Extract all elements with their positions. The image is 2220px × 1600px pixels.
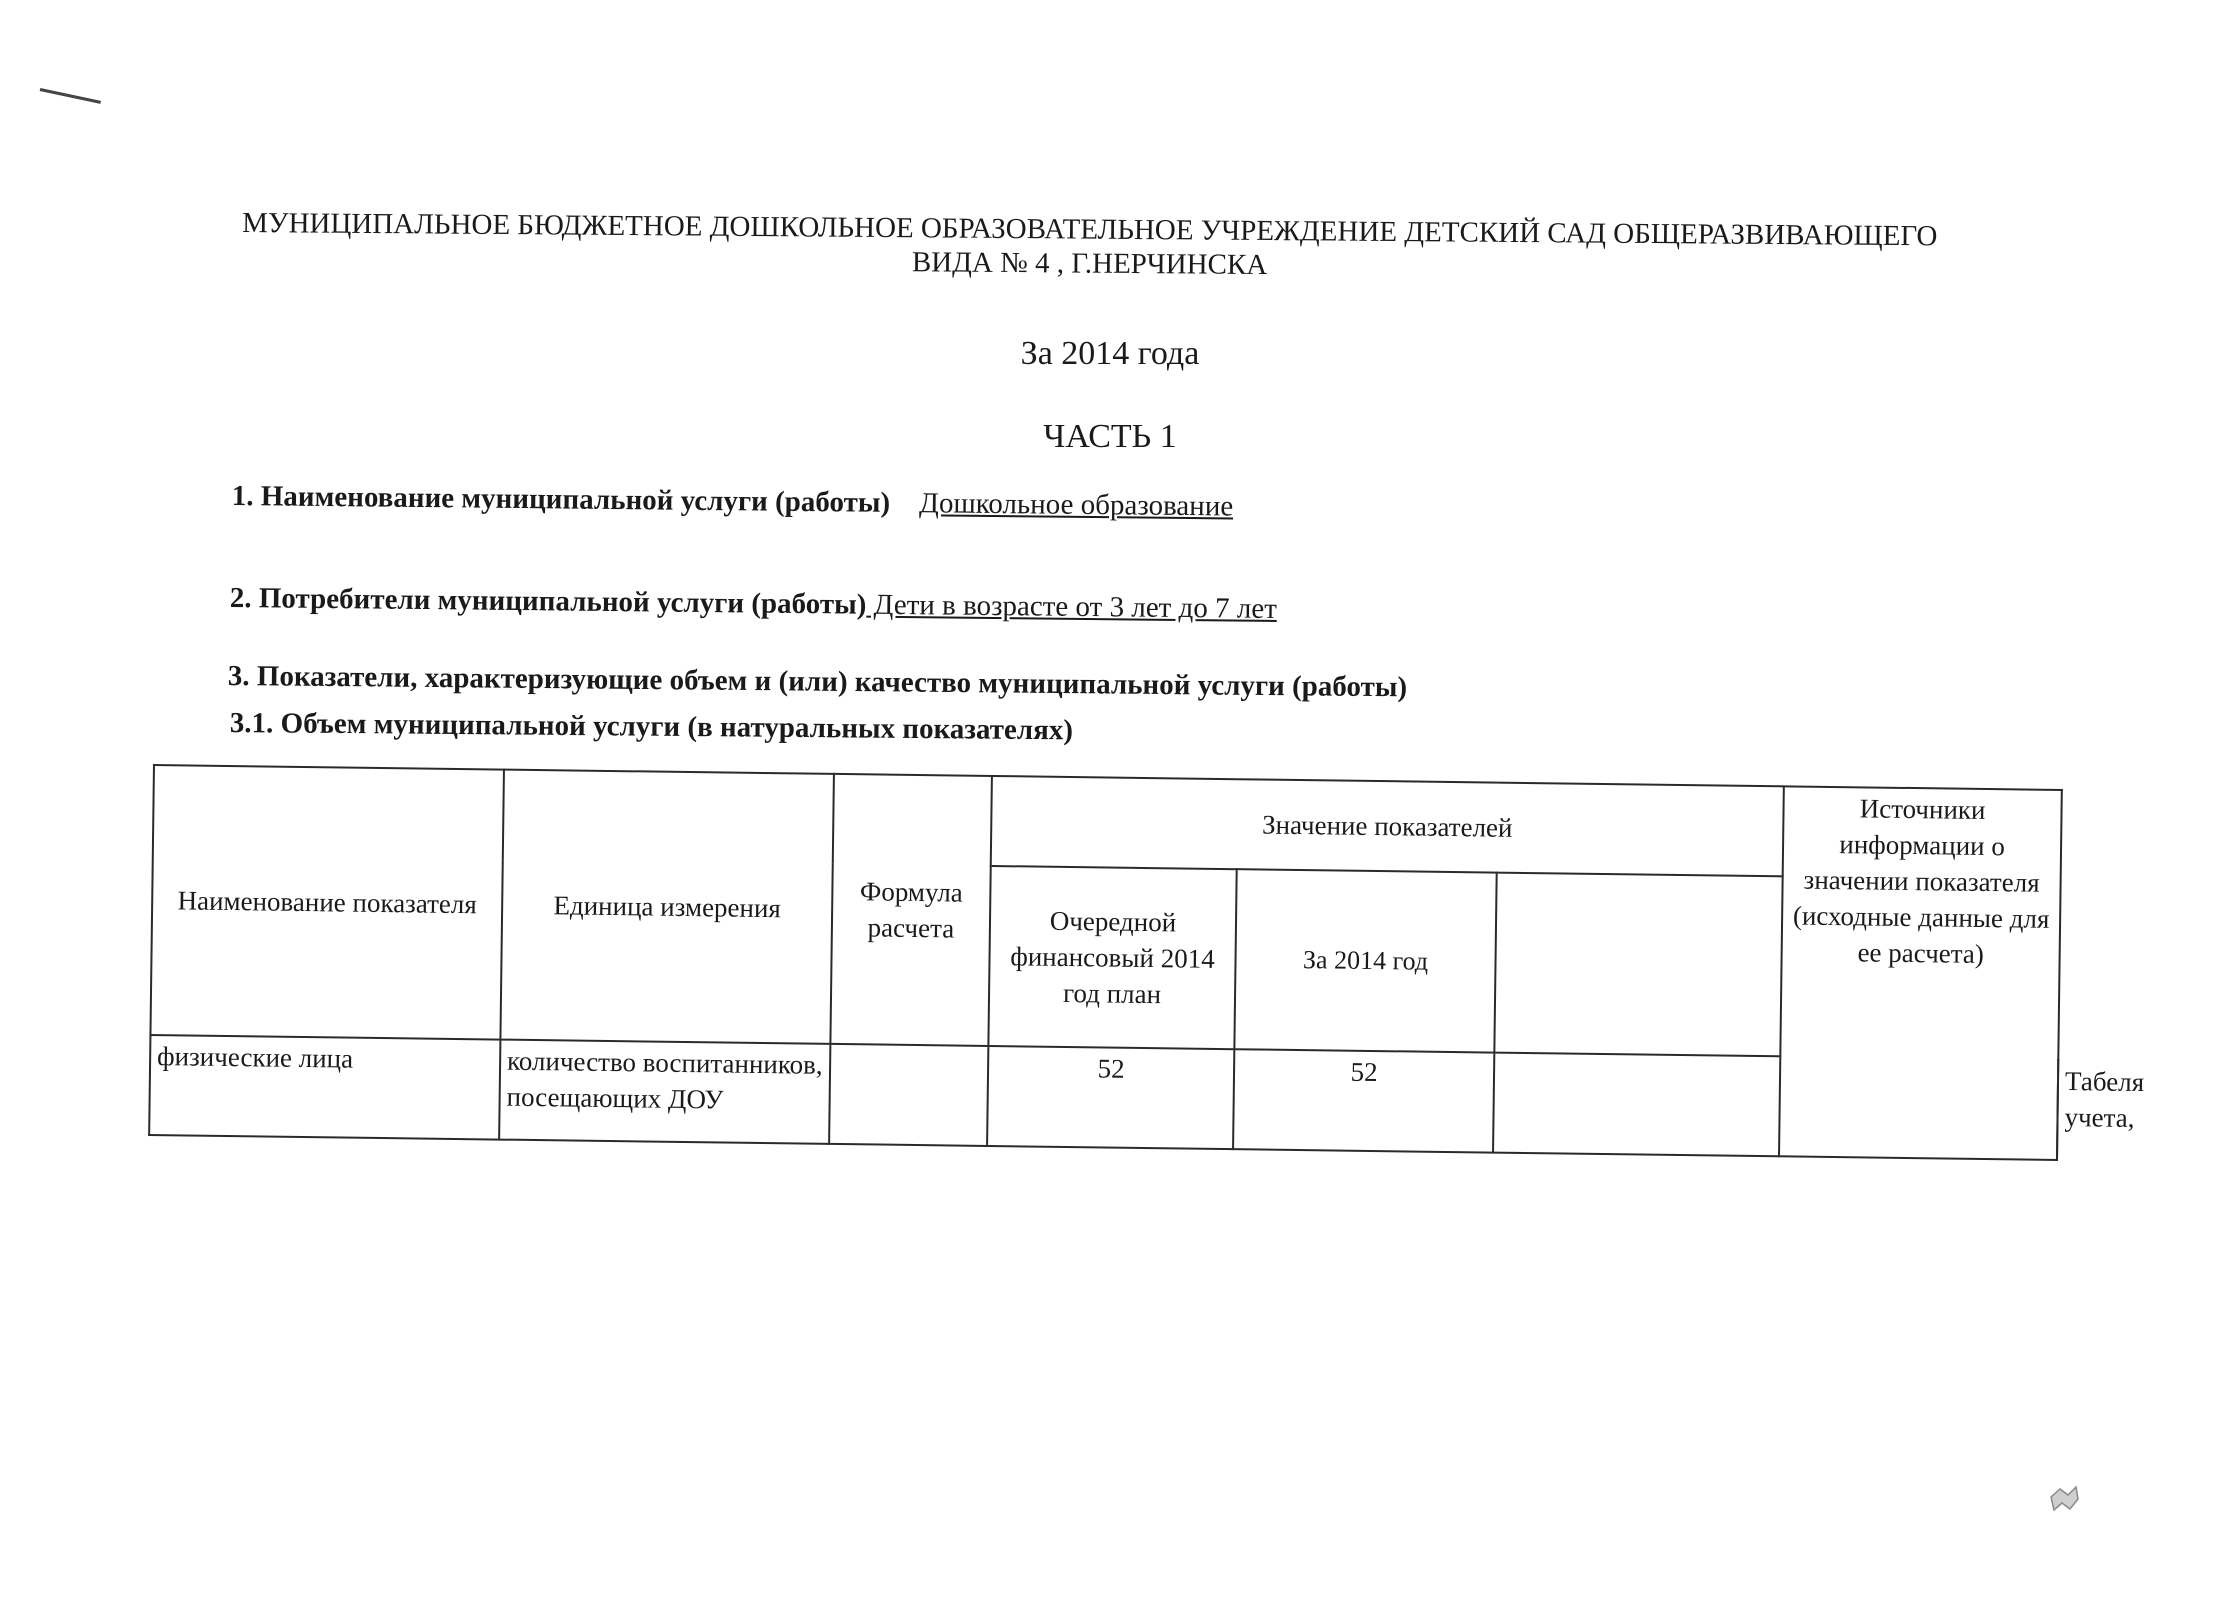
row-unit: количество воспитанников, посещающих ДОУ [499,1040,830,1144]
org-name-line-2: ВИДА № 4 , Г.НЕРЧИНСКА [911,246,1268,282]
row-planned: 52 [987,1046,1234,1149]
volume-label: 3.1. Объем муниципальной услуги (в натуральных показателях) [229,707,1074,747]
header-formula: Формула расчета [830,774,992,1046]
indicators-table-container [148,764,2145,1161]
section-indicators [228,660,1408,704]
service-name-value: Дошкольное образование [918,487,1234,523]
consumers-value: Дети в возрасте от 3 лет до 7 лет [866,588,1278,625]
header-values-group: Значение показателей [991,776,1784,876]
section-service-name [232,480,1234,523]
service-name-label: 1. Наименование муниципальной услуги (работы) [231,480,891,519]
scan-pen-mark [40,88,101,104]
row-indicator-name: физические лица [149,1035,500,1140]
section-consumers [230,582,1277,626]
scan-scribble-mark [2048,1483,2082,1513]
document-header [119,205,2059,288]
header-source: Источники информации о значении показателя (исходные данные для ее расчета) [1779,786,2062,1160]
row-extra [1493,1053,1780,1157]
row-actual: 52 [1233,1049,1494,1152]
table-header-row-1 [153,765,2062,880]
part-title: ЧАСТЬ 1 [1043,418,1177,455]
header-planned: Очередной финансовый 2014 год план [988,866,1236,1049]
consumers-label: 2. Потребители муниципальной услуги (работы) [229,582,867,621]
row-source: Табеля учета, [2057,1060,2058,1160]
header-extra [1494,873,1782,1057]
header-indicator-name: Наименование показателя [150,765,504,1040]
indicators-label: 3. Показатели, характеризующие объем и (или) качество муниципальной услуги (работы) [227,660,1408,704]
org-name-line-1: МУНИЦИПАЛЬНОЕ БЮДЖЕТНОЕ ДОШКОЛЬНОЕ ОБРАЗОВАТЕЛЬНОЕ УЧРЕЖДЕНИЕ ДЕТСКИЙ САД ОБЩЕРАЗВИВАЮЩЕГО [242,206,1938,253]
row-formula [829,1044,988,1146]
report-period-title: За 2014 года [1020,335,1200,372]
indicators-table [148,764,2145,1161]
header-actual: За 2014 год [1234,869,1496,1052]
section-volume [230,707,1073,747]
header-unit: Единица измерения [500,770,834,1044]
